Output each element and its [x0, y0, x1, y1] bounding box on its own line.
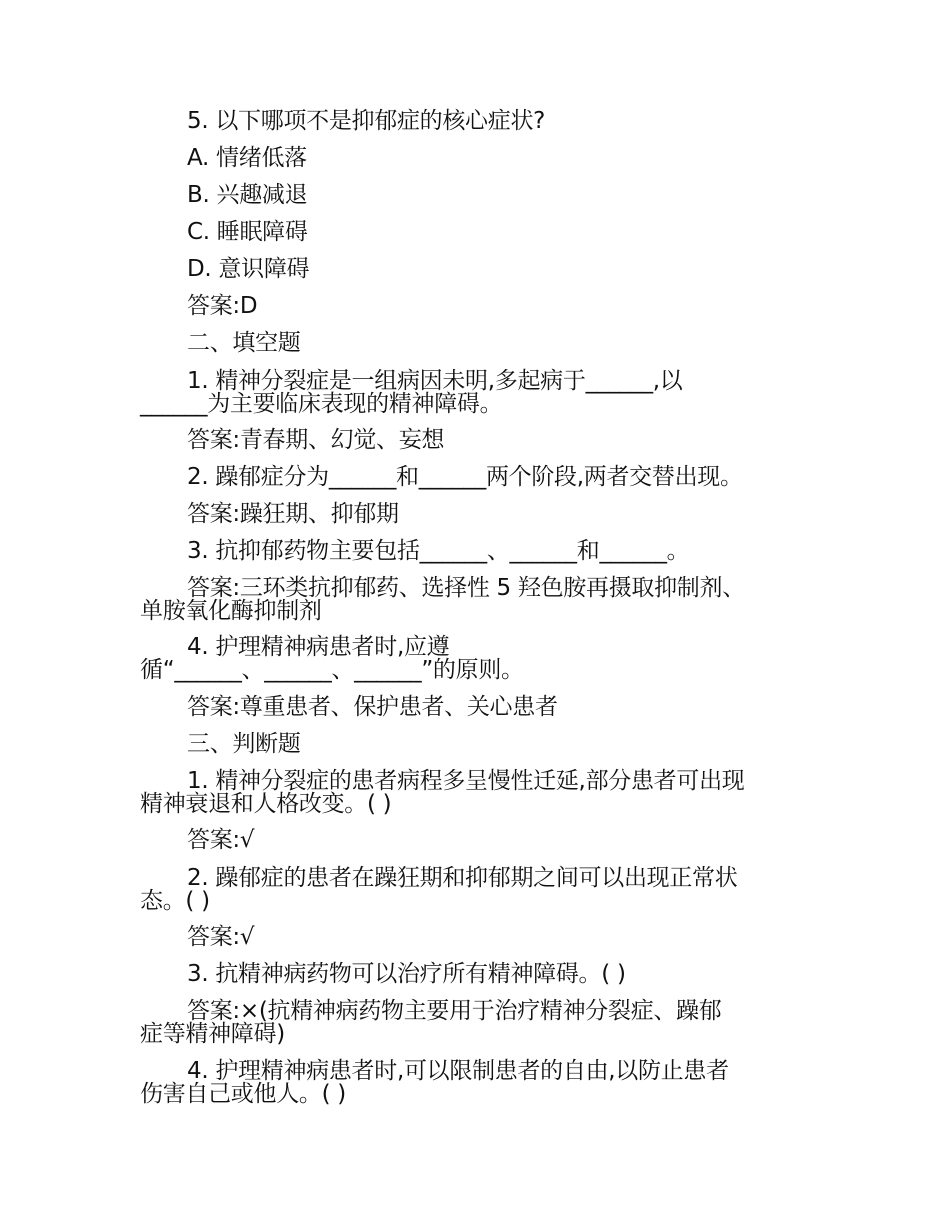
section-heading: 二、填空题: [187, 330, 301, 356]
option-d: D. 意识障碍: [187, 256, 310, 282]
answer-continuation: 单胺氧化酶抑制剂: [140, 598, 322, 624]
answer: 答案:青春期、幻觉、妄想: [187, 427, 445, 453]
question-stem: 5. 以下哪项不是抑郁症的核心症状?: [187, 108, 546, 134]
question-line: 态。( ): [140, 888, 210, 914]
question-line: 2. 躁郁症的患者在躁狂期和抑郁期之间可以出现正常状: [187, 865, 738, 891]
question-line: 3. 抗精神病药物可以治疗所有精神障碍。( ): [187, 961, 626, 987]
option-b: B. 兴趣减退: [187, 182, 308, 208]
question-line: 精神衰退和人格改变。( ): [140, 791, 392, 817]
question-line: 2. 躁郁症分为______和______两个阶段,两者交替出现。: [187, 464, 743, 490]
answer: 答案:×(抗精神病药物主要用于治疗精神分裂症、躁郁: [187, 998, 722, 1024]
question-line: ______为主要临床表现的精神障碍。: [140, 391, 503, 417]
question-line: 循“______、______、______”的原则。: [140, 657, 524, 683]
answer: 答案:D: [187, 293, 258, 319]
answer: 答案:三环类抗抑郁药、选择性 5 羟色胺再摄取抑制剂、: [187, 575, 745, 601]
question-line: 1. 精神分裂症是一组病因未明,多起病于______,以: [187, 368, 683, 394]
answer: 答案:√: [187, 827, 255, 853]
answer: 答案:√: [187, 924, 255, 950]
answer: 答案:尊重患者、保护患者、关心患者: [187, 694, 558, 720]
answer-continuation: 症等精神障碍): [140, 1021, 285, 1047]
question-line: 4. 护理精神病患者时,应遵: [187, 634, 450, 660]
option-a: A. 情绪低落: [187, 145, 307, 171]
question-line: 4. 护理精神病患者时,可以限制患者的自由,以防止患者: [187, 1058, 729, 1084]
question-line: 1. 精神分裂症的患者病程多呈慢性迁延,部分患者可出现: [187, 768, 745, 794]
answer: 答案:躁狂期、抑郁期: [187, 501, 399, 527]
section-heading: 三、判断题: [187, 731, 301, 757]
question-line: 3. 抗抑郁药物主要包括______、______和______。: [187, 538, 690, 564]
option-c: C. 睡眠障碍: [187, 219, 308, 245]
question-line: 伤害自己或他人。( ): [140, 1081, 346, 1107]
